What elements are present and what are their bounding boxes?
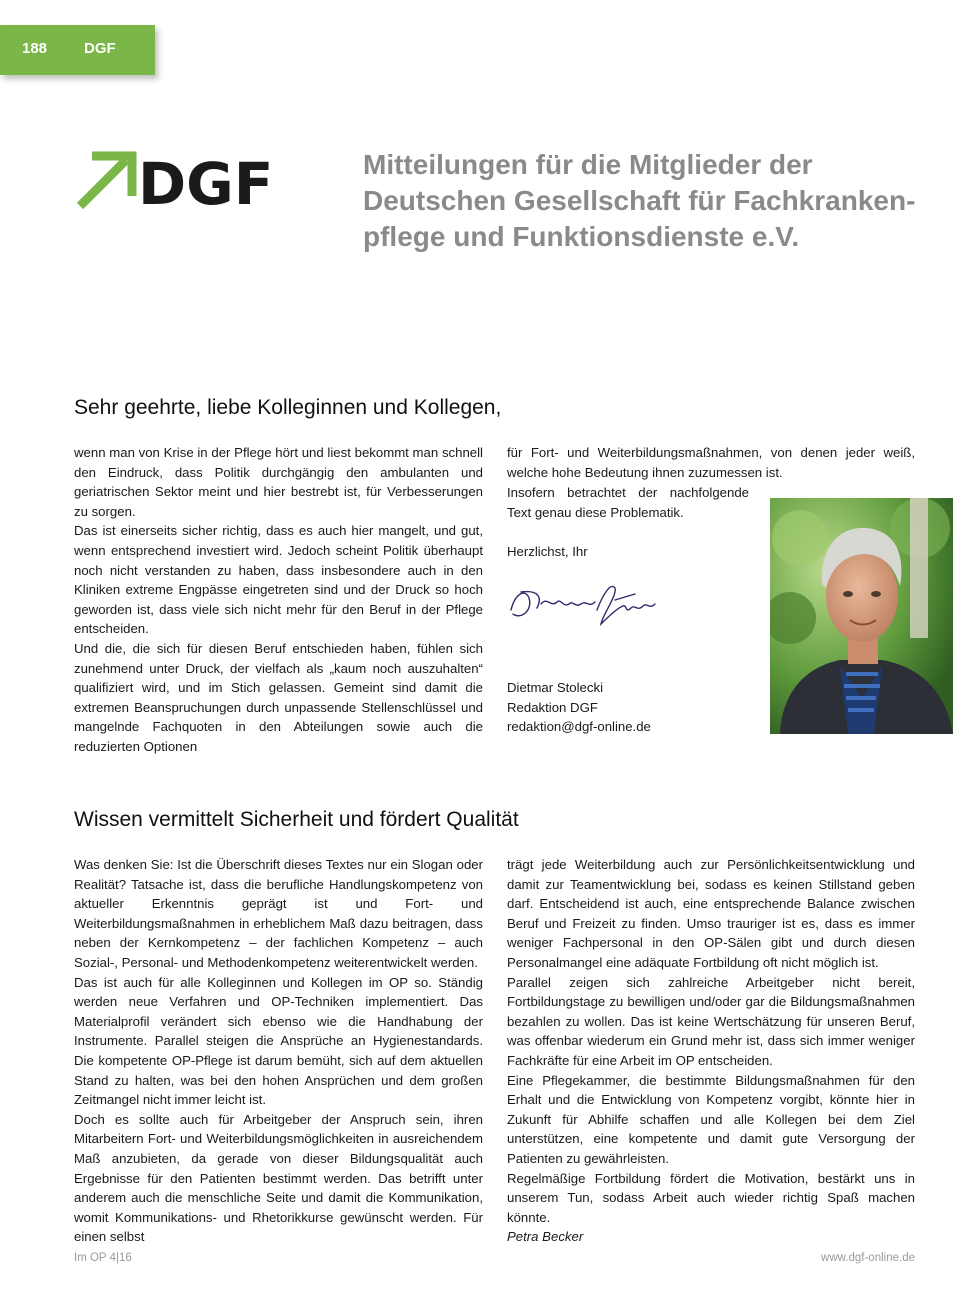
editorial-right-top <box>507 443 915 482</box>
closing-text: Herzlichst, Ihr <box>507 543 588 559</box>
signer-role: Redaktion DGF <box>507 699 598 715</box>
paragraph: Insofern betrachtet der nachfolgende Text genau diese Problematik. <box>507 485 749 520</box>
editorial-right-column <box>507 483 749 561</box>
page-number: 188 <box>22 40 48 57</box>
intro-heading-line: pflege und Funktionsdienste e.V. <box>363 221 800 252</box>
paragraph: trägt jede Weiterbildung auch zur Persönlichkeitsentwicklung und damit zur Teamentwicklung bei, sodass es keinen Stillstand geben darf. Entscheidend ist auch, eine entsprechende Balance zwischen Beruf und Freizeit zu finden. Umso trauriger ist es, dass es immer weniger Fachpersonal in den OP-Sälen gibt und durch diesen Personalmangel eine adäquate Fortbildung oft nicht möglich ist. <box>507 857 915 970</box>
signer-name: Dietmar Stolecki <box>507 680 604 695</box>
article-left-column <box>74 855 483 1247</box>
handwritten-signature <box>507 574 667 634</box>
intro-heading <box>363 147 943 255</box>
paragraph: Und die, die sich für diesen Beruf entschieden haben, fühlen sich zunehmend unter Druck, der vielfach als „kaum noch auszuhalten“ qualifiziert wird, und im Stich gelassen. Gemeint sind damit die extremen Beanspruchungen durch unpassende Stellenschlüssel und mangelnde Fachquoten in den Abteilungen sowie auch die reduzierten Optionen <box>74 640 483 754</box>
intro-heading-line: Mitteilungen für die Mitglieder der <box>363 149 813 180</box>
paragraph: Eine Pflegekammer, die bestimmte Bildungsmaßnahmen für den Erhalt und die Entwicklung von Kompetenz vorgibt, könnte hier in Zukunft für Abhilfe schaffen und alle Kollegen bei dem Ziel unterstützen, eine kompetente und damit gute Versorgung der Patienten zu gewährleisten. <box>507 1072 915 1166</box>
intro-heading-line: Deutschen Gesellschaft für Fachkranken- <box>363 185 916 216</box>
paragraph: für Fort- und Weiterbildungsmaßnahmen, von denen jeder weiß, welche hohe Bedeutung ihnen zuzumessen ist. <box>507 445 915 480</box>
signer-block <box>507 678 757 737</box>
logo-text: DGF <box>138 150 274 214</box>
editorial-left-column <box>74 443 483 757</box>
author-portrait-photo <box>770 498 953 734</box>
paragraph: Doch es sollte auch für Arbeitgeber der Anspruch sein, ihren Mitarbeitern Fort- und Weiterbildungsmöglichkeiten in ausreichendem Maß anzubieten, da gerade von dieser Bildungsqualität auch Ergebnisse für den Patienten bestimmt werden. Das betrifft unter anderem auch die menschliche Seite und damit die Kommunikation, womit Kommunikations- und Rhetorikkurse gewünscht werden. Für einen selbst <box>74 1111 483 1245</box>
signer-email[interactable]: redaktion@dgf-online.de <box>507 719 651 735</box>
paragraph: Das ist einerseits sicher richtig, dass es auch hier mangelt, und gut, wenn entsprechend investiert wird. Jedoch scheint Politik überhaupt noch nicht verstanden zu haben, dass insbesondere auch in den Kliniken extreme Engpässe eingetreten sind und der Druck so hoch geworden ist, dass viele sich nicht mehr für den Beruf in der Pflege entscheiden. <box>74 523 483 637</box>
dgf-logo <box>74 148 274 214</box>
article-author: Petra Becker <box>507 1229 584 1245</box>
editorial-title: Sehr geehrte, liebe Kolleginnen und Kollegen, <box>74 396 502 419</box>
footer-issue: Im OP 4|16 <box>74 1252 132 1264</box>
paragraph: wenn man von Krise in der Pflege hört und liest bekommt man schnell den Eindruck, dass Politik durchgängig den ambulanten und geriatrischen Sektor meint und hier bestrebt ist, für Verbesserungen zu sorgen. <box>74 445 483 519</box>
article-right-column <box>507 855 915 1247</box>
paragraph: Parallel zeigen sich zahlreiche Arbeitgeber nicht bereit, Fortbildungstage zu bewilligen und/oder gar die Bildungsmaßnahmen bezahlen zu wollen. Das ist keine Wertschätzung für unseren Beruf, was offenbar wiederum ein Grund mehr ist, dass sich immer weniger Fachkräfte für eine Arbeit im OP entscheiden. <box>507 974 915 1068</box>
footer-website[interactable]: www.dgf-online.de <box>821 1252 915 1264</box>
paragraph: Das ist auch für alle Kolleginnen und Kollegen im OP so. Ständig werden neue Verfahren und OP-Techniken implementiert. Das Materialprofil verändert sich ebenso wie die Handhabung der Instrumente. Parallel steigen die Ansprüche an Hygienestandards. Die kompetente OP-Pflege ist darum bemüht, sich auf dem aktuellen Stand zu halten, was bei den hohen Ansprüchen und dem großen Zeitmangel nicht immer leicht ist. <box>74 974 483 1108</box>
paragraph: Was denken Sie: Ist die Überschrift dieses Textes nur ein Slogan oder Realität? Tatsache ist, dass die berufliche Handlungskompetenz von aktueller Erkenntnis geprägt ist und Fort- und Weiterbildungsmaßnahmen in erheblichem Maß dazu beitragen, dass neben der Kernkompetenz – der fachlichen Kompetenz – auch Sozial-, Personal- und Methodenkompetenz weiterentwickelt werden. <box>74 857 483 970</box>
section-label: DGF <box>84 40 116 57</box>
logo-arrow-icon <box>80 156 132 206</box>
paragraph: Regelmäßige Fortbildung fördert die Motivation, bestärkt uns in unserem Tun, sodass Arbeit auch wieder richtig Spaß machen könnte. <box>507 1170 915 1225</box>
page-header-tab <box>0 25 155 75</box>
article-title: Wissen vermittelt Sicherheit und fördert Qualität <box>74 808 519 831</box>
